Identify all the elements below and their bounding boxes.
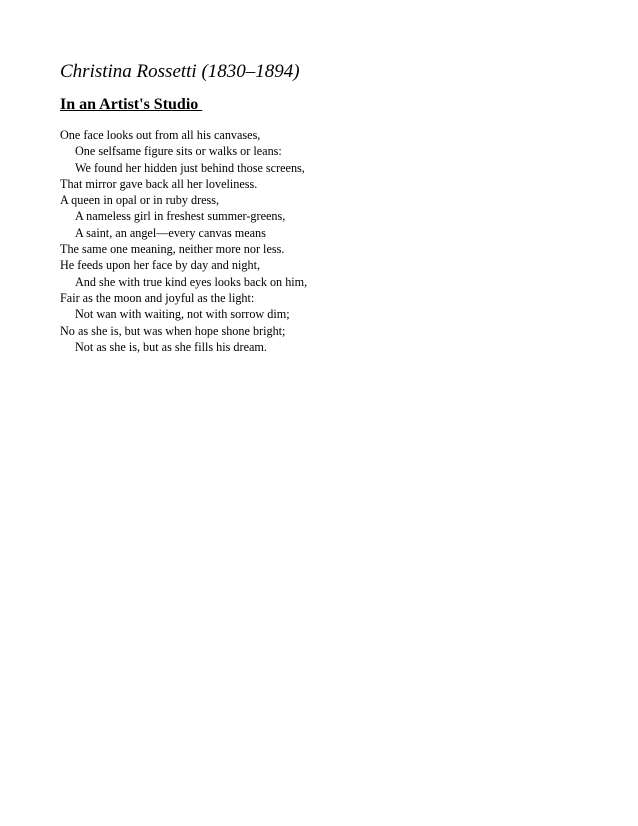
poem-line: One selfsame figure sits or walks or leans: <box>75 144 282 159</box>
poem-line: One face looks out from all his canvases, <box>60 128 261 142</box>
poem-line: A saint, an angel—every canvas means <box>75 225 266 240</box>
poem-line: A queen in opal or in ruby dress, <box>60 193 220 208</box>
poem-line: A nameless girl in freshest summer-greens, <box>75 209 286 224</box>
poem-line: No as she is, but was when hope shone bright; <box>60 323 286 338</box>
poem-line: Not wan with waiting, not with sorrow dim; <box>75 307 290 322</box>
poem-title: In an Artist's Studio <box>60 96 203 113</box>
poem-body <box>60 127 307 355</box>
author-heading: Christina Rossetti (1830–1894) <box>60 61 300 82</box>
poem-line: We found her hidden just behind those screens, <box>75 160 305 175</box>
poem-line: The same one meaning, neither more nor less. <box>60 242 285 257</box>
poem-line: Fair as the moon and joyful as the light: <box>60 290 255 305</box>
poem-line: And she with true kind eyes looks back on him, <box>75 274 308 289</box>
poem-line: He feeds upon her face by day and night, <box>60 258 261 273</box>
poem-line: That mirror gave back all her loveliness. <box>60 176 258 191</box>
poem-line: Not as she is, but as she fills his dream. <box>75 339 267 354</box>
